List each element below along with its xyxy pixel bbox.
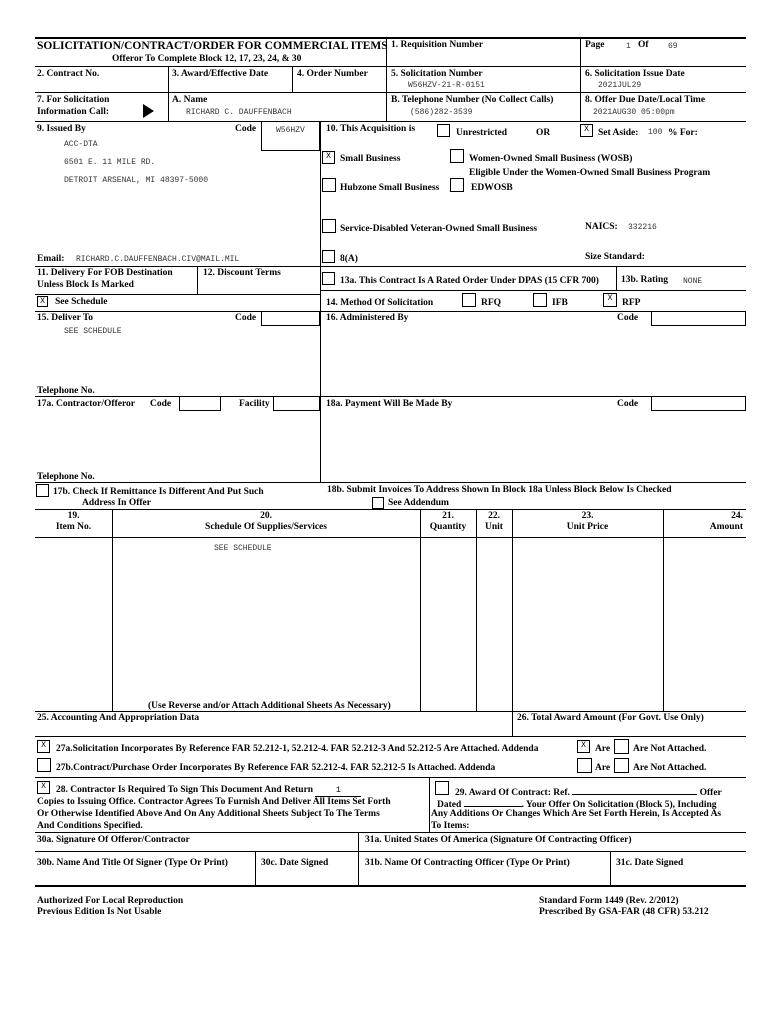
rule bbox=[35, 66, 746, 67]
solicitation-number-label: 5. Solicitation Number bbox=[391, 69, 483, 79]
28-line2: Copies to Issuing Office. Contractor Agrees To Furnish And Deliver All Items Set Forth bbox=[37, 797, 391, 807]
col23-num: 23. bbox=[581, 511, 594, 521]
payment-code-label: Code bbox=[617, 399, 639, 409]
see-schedule-label: See Schedule bbox=[55, 297, 108, 307]
order-number-label: 4. Order Number bbox=[297, 69, 368, 79]
col24-num: 24. bbox=[731, 511, 743, 521]
of-label: Of bbox=[638, 40, 649, 50]
issued-by-line2: 6501 E. 11 MILE RD. bbox=[64, 158, 156, 167]
rule bbox=[168, 66, 169, 121]
small-business-label: Small Business bbox=[340, 154, 401, 164]
offeror-date-label: 30c. Date Signed bbox=[261, 858, 329, 868]
contractor-label: 17a. Contractor/Offeror bbox=[37, 399, 135, 409]
bottom-border bbox=[35, 885, 746, 887]
rfp-label: RFP bbox=[622, 298, 641, 308]
29-line3: Any Additions Or Changes Which Are Set Forth Herein, Is Accepted As bbox=[431, 809, 722, 819]
wosb-checkbox[interactable] bbox=[450, 149, 464, 163]
issue-date-label: 6. Solicitation Issue Date bbox=[585, 69, 685, 79]
rule bbox=[429, 777, 430, 832]
page-label: Page bbox=[585, 40, 605, 50]
27b-text: 27b.Contract/Purchase Order Incorporates By Reference FAR 52.212-4. FAR 52.212-5 Is Attached. Addenda bbox=[56, 763, 496, 773]
footer-right-1: Standard Form 1449 (Rev. 2/2012) bbox=[539, 896, 679, 906]
payment-code-box bbox=[651, 396, 746, 411]
rule bbox=[112, 509, 113, 711]
offer-due-label: 8. Offer Due Date/Local Time bbox=[585, 95, 706, 105]
27a-are-not-checkbox[interactable] bbox=[614, 739, 629, 754]
deliver-to-code-label: Code bbox=[235, 313, 257, 323]
rule bbox=[580, 37, 581, 121]
rule bbox=[610, 851, 611, 885]
issued-by-code-label: Code bbox=[235, 124, 257, 134]
or-label: OR bbox=[536, 128, 551, 138]
col23-label: Unit Price bbox=[566, 522, 609, 532]
offer-due: 2021AUG30 05:00pm bbox=[593, 108, 675, 117]
ref-blank bbox=[572, 785, 697, 795]
percent-for-label: % For: bbox=[668, 128, 698, 138]
size-standard-label: Size Standard: bbox=[585, 252, 645, 262]
remittance-label-2: Address In Offer bbox=[82, 498, 151, 508]
administered-code-label: Code bbox=[617, 313, 639, 323]
solicitation-number: W56HZV-21-R-0151 bbox=[408, 81, 485, 90]
27a-are-label: Are bbox=[595, 744, 611, 754]
issued-by-line1: ACC-DTA bbox=[64, 140, 98, 149]
27a-text: 27a.Solicitation Incorporates By Reference FAR 52.212-1, 52.212-4. FAR 52.212-3 And 52.212-5 Are Attached. Addenda bbox=[56, 744, 539, 754]
email-label: Email: bbox=[37, 254, 65, 264]
col20-num: 20. bbox=[260, 511, 272, 521]
col24-label: Amount bbox=[709, 522, 743, 532]
8a-label: 8(A) bbox=[340, 254, 358, 264]
method-label: 14. Method Of Solicitation bbox=[326, 298, 434, 308]
col22-num: 22. bbox=[488, 511, 500, 521]
info-call-label: 7. For Solicitation bbox=[37, 95, 110, 105]
28-checkbox[interactable]: X bbox=[37, 781, 50, 794]
rule bbox=[197, 266, 198, 294]
rfq-checkbox[interactable] bbox=[462, 293, 476, 307]
facility-label: Facility bbox=[239, 399, 270, 409]
arrow-right-icon bbox=[143, 104, 154, 118]
hubzone-label: Hubzone Small Business bbox=[340, 183, 440, 193]
officer-date-label: 31c. Date Signed bbox=[616, 858, 684, 868]
remittance-label: 17b. Check If Remittance Is Different And Put Such bbox=[53, 487, 264, 497]
unrestricted-checkbox[interactable] bbox=[437, 124, 450, 137]
fob-label: 11. Delivery For FOB Destination bbox=[37, 268, 173, 278]
accounting-label: 25. Accounting And Appropriation Data bbox=[37, 713, 200, 723]
fob-label-2: Unless Block Is Marked bbox=[37, 280, 134, 290]
rule bbox=[320, 121, 321, 482]
dpas-label: 13a. This Contract Is A Rated Order Under DPAS (15 CFR 700) bbox=[340, 276, 599, 286]
issued-by-line3: DETROIT ARSENAL, MI 48397-5000 bbox=[64, 176, 209, 185]
contractor-code-box bbox=[179, 396, 221, 411]
27a-checkbox[interactable]: X bbox=[37, 740, 50, 753]
rfq-label: RFQ bbox=[481, 298, 502, 308]
28-line4: And Conditions Specified. bbox=[37, 821, 143, 831]
remittance-checkbox[interactable] bbox=[36, 484, 49, 497]
deliver-to-phone-label: Telephone No. bbox=[37, 386, 95, 396]
issued-by-label: 9. Issued By bbox=[37, 124, 86, 134]
payment-label: 18a. Payment Will Be Made By bbox=[326, 399, 453, 409]
29-line2-text: . Your Offer On Solicitation (Block 5), Including bbox=[521, 800, 717, 810]
ifb-label: IFB bbox=[552, 298, 568, 308]
contact-name-label: A. Name bbox=[172, 95, 208, 105]
rule bbox=[35, 777, 746, 778]
administered-code-box bbox=[651, 311, 746, 326]
set-aside-label: Set Aside: bbox=[598, 128, 639, 138]
requisition-label: 1. Requisition Number bbox=[391, 40, 484, 50]
schedule-content: SEE SCHEDULE bbox=[214, 544, 272, 553]
dated-label: Dated bbox=[437, 800, 462, 810]
form-title: SOLICITATION/CONTRACT/ORDER FOR COMMERCIAL ITEMS bbox=[37, 40, 388, 52]
deliver-to-value: SEE SCHEDULE bbox=[64, 327, 122, 336]
addendum-checkbox[interactable] bbox=[372, 497, 384, 509]
addendum-label: See Addendum bbox=[388, 498, 449, 508]
hubzone-checkbox[interactable] bbox=[322, 178, 336, 192]
contact-name: RICHARD C. DAUFFENBACH bbox=[186, 108, 292, 117]
29-checkbox[interactable] bbox=[435, 781, 449, 795]
col22-label: Unit bbox=[485, 522, 503, 532]
rating-value: NONE bbox=[683, 277, 703, 286]
27b-checkbox[interactable] bbox=[37, 758, 51, 772]
rating-label: 13b. Rating bbox=[621, 275, 668, 285]
issue-date: 2021JUL29 bbox=[598, 81, 642, 90]
footer-right-2: Prescribed By GSA-FAR (48 CFR) 53.212 bbox=[539, 907, 709, 917]
edwosb-label: EDWOSB bbox=[471, 183, 513, 193]
29-line4: To Items: bbox=[431, 821, 470, 831]
rule bbox=[35, 482, 746, 483]
page-number: 1 bbox=[626, 42, 631, 51]
signer-name-label: 30b. Name And Title Of Signer (Type Or Print) bbox=[37, 858, 228, 868]
27b-are-not-checkbox[interactable] bbox=[614, 758, 629, 773]
contract-no-label: 2. Contract No. bbox=[37, 69, 100, 79]
wosb-label: Women-Owned Small Business (WOSB) bbox=[469, 154, 633, 164]
copies-count: 1 bbox=[315, 787, 361, 797]
contact-phone: (586)282-3539 bbox=[410, 108, 473, 117]
set-aside-percent: 100 bbox=[648, 128, 663, 137]
naics-code: 332216 bbox=[628, 223, 657, 232]
contractor-code-label: Code bbox=[150, 399, 172, 409]
info-call-label-2: Information Call: bbox=[37, 107, 110, 117]
rule bbox=[35, 121, 746, 122]
28-line3: Or Otherwise Identified Above And On Any Additional Sheets Subject To The Terms bbox=[37, 809, 380, 819]
col19-label: Item No. bbox=[55, 522, 92, 532]
sdvosb-label: Service-Disabled Veteran-Owned Small Business bbox=[340, 224, 538, 234]
rule bbox=[35, 311, 746, 312]
rule bbox=[476, 509, 477, 711]
sdvosb-checkbox[interactable] bbox=[322, 219, 336, 233]
col20-label: Schedule Of Supplies/Services bbox=[205, 522, 327, 532]
award-date-label: 3. Award/Effective Date bbox=[172, 69, 269, 79]
deliver-to-code-box bbox=[261, 311, 320, 326]
28-text: 28. Contractor Is Required To Sign This Document And Return bbox=[56, 785, 314, 795]
rule bbox=[35, 832, 746, 833]
rule bbox=[35, 537, 746, 538]
rule bbox=[35, 294, 320, 295]
27b-are-not-label: Are Not Attached. bbox=[633, 763, 707, 773]
rule bbox=[420, 509, 421, 711]
footer-left-1: Authorized For Local Reproduction bbox=[37, 896, 184, 906]
footer-left-2: Previous Edition Is Not Usable bbox=[37, 907, 162, 917]
offer-label: Offer bbox=[699, 788, 722, 798]
rule bbox=[512, 509, 513, 736]
naics-label: NAICS: bbox=[585, 222, 618, 232]
deliver-to-label: 15. Deliver To bbox=[37, 313, 94, 323]
rule bbox=[320, 290, 746, 291]
ifb-checkbox[interactable] bbox=[533, 293, 547, 307]
see-schedule-checkbox[interactable]: X bbox=[37, 296, 48, 307]
col21-label: Quantity bbox=[429, 522, 467, 532]
administered-by-label: 16. Administered By bbox=[326, 313, 409, 323]
col21-num: 21. bbox=[442, 511, 454, 521]
wosb-note: Eligible Under the Women-Owned Small Business Program bbox=[469, 168, 711, 178]
rule bbox=[292, 66, 293, 92]
acquisition-label: 10. This Acquisition is bbox=[326, 124, 416, 134]
27b-are-label: Are bbox=[595, 763, 611, 773]
rule bbox=[35, 509, 746, 510]
reverse-note: (Use Reverse and/or Attach Additional Sheets As Necessary) bbox=[148, 701, 391, 711]
dated-blank bbox=[464, 797, 522, 807]
29-text: 29. Award Of Contract: Ref. bbox=[455, 788, 570, 798]
discount-terms-label: 12. Discount Terms bbox=[203, 268, 281, 278]
offeror-note: Offeror To Complete Block 12, 17, 23, 24, & 30 bbox=[112, 54, 302, 64]
rule bbox=[35, 736, 746, 737]
small-business-checkbox[interactable]: X bbox=[322, 151, 335, 164]
email-value: RICHARD.C.DAUFFENBACH.CIV@MAIL.MIL bbox=[76, 255, 240, 264]
dpas-checkbox[interactable] bbox=[322, 272, 335, 285]
rfp-checkbox[interactable]: X bbox=[603, 293, 617, 307]
total-award-label: 26. Total Award Amount (For Govt. Use Only) bbox=[517, 713, 704, 723]
rule bbox=[663, 509, 664, 711]
contractor-phone-label: Telephone No. bbox=[37, 472, 95, 482]
contact-phone-label: B. Telephone Number (No Collect Calls) bbox=[391, 95, 554, 105]
rule bbox=[35, 851, 746, 852]
28-line1 bbox=[56, 785, 361, 797]
rule bbox=[35, 396, 746, 397]
issued-by-code: W56HZV bbox=[276, 126, 305, 135]
set-aside-checkbox[interactable]: X bbox=[580, 124, 593, 137]
rule bbox=[616, 266, 617, 290]
facility-box bbox=[273, 396, 320, 411]
27b-are-checkbox[interactable] bbox=[577, 758, 592, 773]
signature-officer-label: 31a. United States Of America (Signature Of Contracting Officer) bbox=[365, 835, 632, 845]
signature-offeror-label: 30a. Signature Of Offeror/Contractor bbox=[37, 835, 190, 845]
rule bbox=[35, 266, 746, 267]
27a-are-not-label: Are Not Attached. bbox=[633, 744, 707, 754]
edwosb-checkbox[interactable] bbox=[450, 178, 464, 192]
rule bbox=[358, 832, 359, 885]
8a-checkbox[interactable] bbox=[322, 250, 335, 263]
27a-are-checkbox[interactable]: X bbox=[577, 740, 590, 753]
top-border bbox=[35, 37, 746, 39]
unrestricted-label: Unrestricted bbox=[456, 128, 508, 138]
rule bbox=[35, 92, 746, 93]
col19-num: 19. bbox=[67, 511, 80, 521]
officer-name-label: 31b. Name Of Contracting Officer (Type Or Print) bbox=[365, 858, 570, 868]
invoice-label: 18b. Submit Invoices To Address Shown In Block 18a Unless Block Below Is Checked bbox=[327, 485, 672, 495]
rule bbox=[255, 851, 256, 885]
page-total: 69 bbox=[668, 42, 678, 51]
